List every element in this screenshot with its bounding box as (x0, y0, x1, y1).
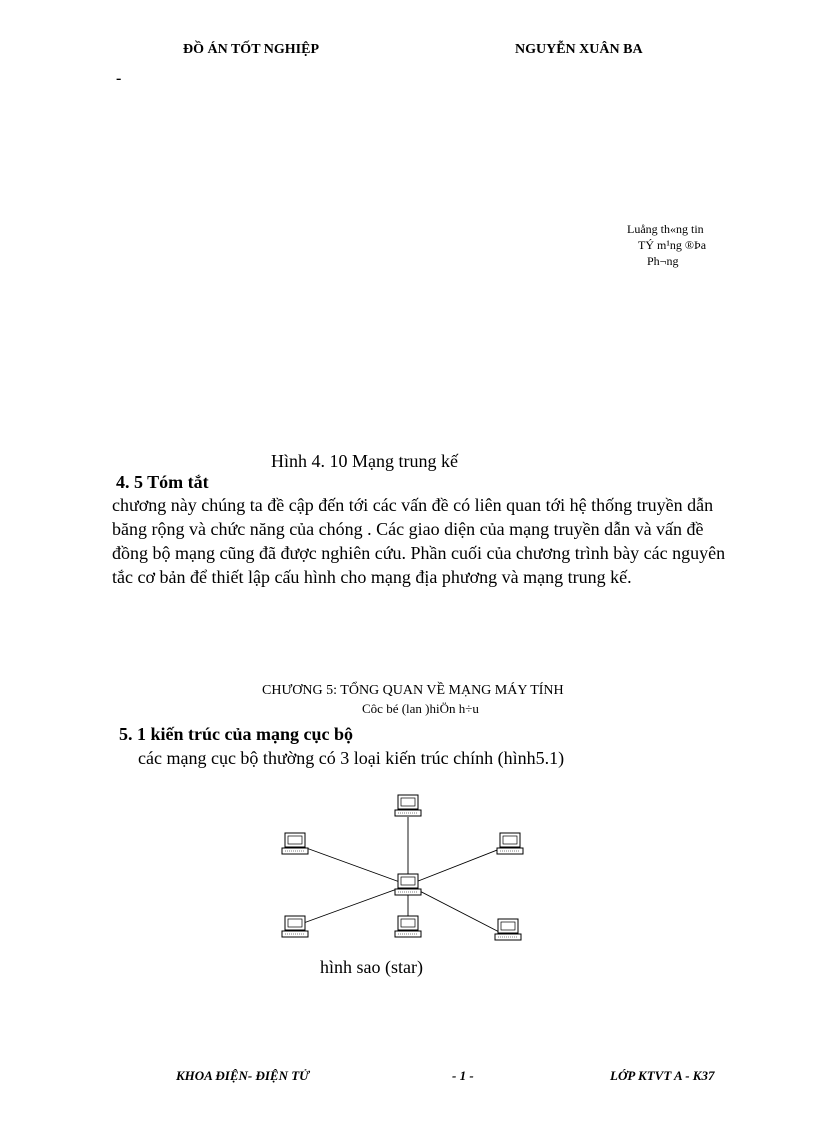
diagram-caption: hình sao (star) (320, 957, 423, 977)
footer-left: KHOA ĐIỆN- ĐIỆN TỬ (176, 1068, 310, 1083)
footer-right: LỚP KTVT A - K37 (610, 1068, 715, 1083)
chapter-subtitle: Côc bé (lan )hiÖn h÷u (362, 701, 479, 716)
figure-label-line2: TÝ m¹ng ®Þa (638, 238, 707, 252)
computer-icon-bottom (395, 916, 421, 937)
figure-label-line3: Ph¬ng (647, 254, 679, 268)
figure-caption: Hình 4. 10 Mạng trung kế (271, 451, 458, 471)
section-51-heading: 5. 1 kiến trúc của mạng cục bộ (119, 724, 353, 744)
section-45-line3: đồng bộ mạng cũng đã được nghiên cứu. Phần cuối của chương trình bày các nguyên (112, 543, 726, 563)
figure-label-line1: Luång th«ng tin (627, 222, 704, 236)
computer-icon-lower-left (282, 916, 308, 937)
section-45-line4: tắc cơ bản để thiết lập cấu hình cho mạng địa phương và mạng trung kế. (112, 567, 632, 587)
header-left: ĐỒ ÁN TỐT NGHIỆP (183, 42, 320, 57)
computer-icon-upper-right (497, 833, 523, 854)
section-45-line1: chương này chúng ta đề cập đến tới các vấn đề có liên quan tới hệ thống truyền dẫn (112, 495, 714, 515)
section-45-line2: băng rộng và chức năng của chóng . Các giao diện của mạng truyền dẫn và vấn đề (112, 519, 704, 539)
header-right: NGUYỄN XUÂN BA (515, 42, 643, 57)
section-51-text: các mạng cục bộ thường có 3 loại kiến trúc chính (hình5.1) (138, 748, 565, 768)
computer-icon-lower-right (495, 919, 521, 940)
section-45-heading: 4. 5 Tóm tắt (116, 472, 209, 492)
star-topology-diagram (270, 785, 540, 955)
computer-icon-upper-left (282, 833, 308, 854)
chapter-title: CHƯƠNG 5: TỔNG QUAN VỀ MẠNG MÁY TÍNH (262, 683, 564, 698)
footer-page-number: - 1 - (452, 1068, 474, 1083)
computer-icon-center-hub (395, 874, 421, 895)
stray-dash: - (116, 70, 122, 87)
computer-icon-top (395, 795, 421, 816)
